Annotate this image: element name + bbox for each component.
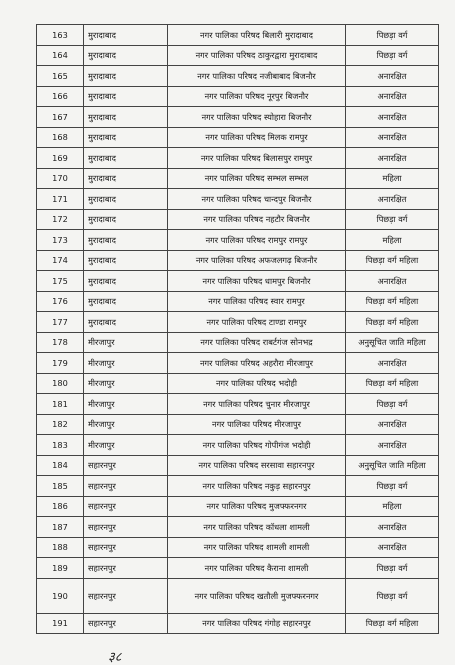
table-row xyxy=(37,271,439,292)
municipal-body-cell: नगर पालिका परिषद अफजलगढ़ बिजनौर xyxy=(168,250,346,271)
municipal-body-cell: नगर पालिका परिषद टाण्डा रामपुर xyxy=(168,312,346,333)
serial-number-cell: 170 xyxy=(37,168,84,189)
reservation-category-cell: अनारक्षित xyxy=(346,435,439,456)
municipal-body-cell: नगर पालिका परिषद शामली शामली xyxy=(168,537,346,558)
table-row xyxy=(37,291,439,312)
municipal-body-cell: नगर पालिका परिषद ठाकुरद्वारा मुरादाबाद xyxy=(168,45,346,66)
table-row xyxy=(37,189,439,210)
serial-number-cell: 166 xyxy=(37,86,84,107)
reservation-category-cell: महिला xyxy=(346,230,439,251)
table-row xyxy=(37,414,439,435)
reservation-category-cell: अनुसूचित जाति महिला xyxy=(346,332,439,353)
municipal-body-cell: नगर पालिका परिषद नूरपुर बिजनौर xyxy=(168,86,346,107)
municipal-body-cell: नगर पालिका परिषद गंगोह सहारनपुर xyxy=(168,613,346,634)
reservation-category-cell: अनारक्षित xyxy=(346,353,439,374)
table-row xyxy=(37,435,439,456)
reservation-table-body xyxy=(37,25,439,634)
table-row xyxy=(37,168,439,189)
district-cell: मुरादाबाद xyxy=(84,168,168,189)
district-cell: मुरादाबाद xyxy=(84,209,168,230)
reservation-category-cell: अनारक्षित xyxy=(346,517,439,538)
serial-number-cell: 178 xyxy=(37,332,84,353)
serial-number-cell: 171 xyxy=(37,189,84,210)
serial-number-cell: 173 xyxy=(37,230,84,251)
serial-number-cell: 189 xyxy=(37,558,84,579)
table-row xyxy=(37,613,439,634)
reservation-category-cell: पिछड़ा वर्ग महिला xyxy=(346,291,439,312)
table-row xyxy=(37,127,439,148)
serial-number-cell: 188 xyxy=(37,537,84,558)
reservation-table xyxy=(36,24,439,634)
reservation-category-cell: पिछड़ा वर्ग महिला xyxy=(346,312,439,333)
district-cell: मुरादाबाद xyxy=(84,271,168,292)
municipal-body-cell: नगर पालिका परिषद चान्दपुर बिजनौर xyxy=(168,189,346,210)
municipal-body-cell: नगर पालिका परिषद अहरौरा मीरजापुर xyxy=(168,353,346,374)
serial-number-cell: 176 xyxy=(37,291,84,312)
district-cell: मुरादाबाद xyxy=(84,148,168,169)
reservation-category-cell: अनारक्षित xyxy=(346,148,439,169)
reservation-category-cell: पिछड़ा वर्ग xyxy=(346,45,439,66)
municipal-body-cell: नगर पालिका परिषद धामपुर बिजनौर xyxy=(168,271,346,292)
table-row xyxy=(37,148,439,169)
table-row xyxy=(37,45,439,66)
serial-number-cell: 186 xyxy=(37,496,84,517)
serial-number-cell: 185 xyxy=(37,476,84,497)
table-row xyxy=(37,312,439,333)
serial-number-cell: 179 xyxy=(37,353,84,374)
serial-number-cell: 165 xyxy=(37,66,84,87)
serial-number-cell: 182 xyxy=(37,414,84,435)
reservation-category-cell: महिला xyxy=(346,496,439,517)
municipal-body-cell: नगर पालिका परिषद रामपुर रामपुर xyxy=(168,230,346,251)
district-cell: सहारनपुर xyxy=(84,476,168,497)
municipal-body-cell: नगर पालिका परिषद मिलक रामपुर xyxy=(168,127,346,148)
municipal-body-cell: नगर पालिका परिषद नहटौर बिजनौर xyxy=(168,209,346,230)
municipal-body-cell: नगर पालिका परिषद खतौली मुजफ्फरनगर xyxy=(168,578,346,613)
table-row xyxy=(37,455,439,476)
municipal-body-cell: नगर पालिका परिषद मीरजापुर xyxy=(168,414,346,435)
municipal-body-cell: नगर पालिका परिषद राबर्टगंज सोनभद्र xyxy=(168,332,346,353)
serial-number-cell: 181 xyxy=(37,394,84,415)
municipal-body-cell: नगर पालिका परिषद सरसावा सहारनपुर xyxy=(168,455,346,476)
serial-number-cell: 168 xyxy=(37,127,84,148)
serial-number-cell: 167 xyxy=(37,107,84,128)
municipal-body-cell: नगर पालिका परिषद स्योहारा बिजनौर xyxy=(168,107,346,128)
reservation-category-cell: पिछड़ा वर्ग xyxy=(346,25,439,46)
reservation-category-cell: अनारक्षित xyxy=(346,127,439,148)
table-row xyxy=(37,230,439,251)
district-cell: मुरादाबाद xyxy=(84,127,168,148)
district-cell: सहारनपुर xyxy=(84,558,168,579)
district-cell: सहारनपुर xyxy=(84,455,168,476)
municipal-body-cell: नगर पालिका परिषद चुनार मीरजापुर xyxy=(168,394,346,415)
table-row xyxy=(37,517,439,538)
municipal-body-cell: नगर पालिका परिषद भदोही xyxy=(168,373,346,394)
district-cell: मुरादाबाद xyxy=(84,86,168,107)
reservation-category-cell: अनारक्षित xyxy=(346,107,439,128)
reservation-category-cell: अनुसूचित जाति महिला xyxy=(346,455,439,476)
reservation-category-cell: महिला xyxy=(346,168,439,189)
table-row xyxy=(37,353,439,374)
serial-number-cell: 175 xyxy=(37,271,84,292)
district-cell: मीरजापुर xyxy=(84,435,168,456)
table-row xyxy=(37,496,439,517)
reservation-category-cell: पिछड़ा वर्ग xyxy=(346,209,439,230)
district-cell: मुरादाबाद xyxy=(84,45,168,66)
reservation-category-cell: पिछड़ा वर्ग महिला xyxy=(346,373,439,394)
municipal-body-cell: नगर पालिका परिषद कॉधला शामली xyxy=(168,517,346,538)
table-row xyxy=(37,558,439,579)
reservation-category-cell: पिछड़ा वर्ग xyxy=(346,394,439,415)
serial-number-cell: 191 xyxy=(37,613,84,634)
table-row xyxy=(37,86,439,107)
serial-number-cell: 190 xyxy=(37,578,84,613)
serial-number-cell: 183 xyxy=(37,435,84,456)
district-cell: सहारनपुर xyxy=(84,496,168,517)
district-cell: सहारनपुर xyxy=(84,537,168,558)
reservation-category-cell: अनारक्षित xyxy=(346,537,439,558)
district-cell: मुरादाबाद xyxy=(84,25,168,46)
serial-number-cell: 177 xyxy=(37,312,84,333)
district-cell: मुरादाबाद xyxy=(84,189,168,210)
table-row xyxy=(37,394,439,415)
table-row xyxy=(37,373,439,394)
table-row xyxy=(37,537,439,558)
reservation-category-cell: अनारक्षित xyxy=(346,189,439,210)
serial-number-cell: 164 xyxy=(37,45,84,66)
table-row xyxy=(37,107,439,128)
page-number: ३८ xyxy=(108,650,122,665)
serial-number-cell: 174 xyxy=(37,250,84,271)
reservation-category-cell: पिछड़ा वर्ग महिला xyxy=(346,250,439,271)
district-cell: सहारनपुर xyxy=(84,578,168,613)
reservation-category-cell: पिछड़ा वर्ग xyxy=(346,476,439,497)
district-cell: सहारनपुर xyxy=(84,517,168,538)
district-cell: मुरादाबाद xyxy=(84,230,168,251)
district-cell: मीरजापुर xyxy=(84,394,168,415)
district-cell: मीरजापुर xyxy=(84,332,168,353)
reservation-category-cell: अनारक्षित xyxy=(346,66,439,87)
table-row xyxy=(37,578,439,613)
municipal-body-cell: नगर पालिका परिषद गोपीगंज भदोही xyxy=(168,435,346,456)
district-cell: मीरजापुर xyxy=(84,353,168,374)
reservation-category-cell: पिछड़ा वर्ग xyxy=(346,578,439,613)
table-row xyxy=(37,476,439,497)
district-cell: मीरजापुर xyxy=(84,373,168,394)
table-row xyxy=(37,332,439,353)
district-cell: मुरादाबाद xyxy=(84,107,168,128)
district-cell: मुरादाबाद xyxy=(84,291,168,312)
table-row xyxy=(37,25,439,46)
serial-number-cell: 172 xyxy=(37,209,84,230)
municipal-body-cell: नगर पालिका परिषद नकुड़ सहारनपुर xyxy=(168,476,346,497)
district-cell: मुरादाबाद xyxy=(84,312,168,333)
serial-number-cell: 187 xyxy=(37,517,84,538)
reservation-category-cell: पिछड़ा वर्ग महिला xyxy=(346,613,439,634)
serial-number-cell: 180 xyxy=(37,373,84,394)
district-cell: सहारनपुर xyxy=(84,613,168,634)
municipal-body-cell: नगर पालिका परिषद बिलारी मुरादाबाद xyxy=(168,25,346,46)
reservation-category-cell: अनारक्षित xyxy=(346,414,439,435)
table-row xyxy=(37,66,439,87)
reservation-category-cell: अनारक्षित xyxy=(346,86,439,107)
municipal-body-cell: नगर पालिका परिषद स्वार रामपुर xyxy=(168,291,346,312)
table-row xyxy=(37,209,439,230)
district-cell: मुरादाबाद xyxy=(84,66,168,87)
municipal-body-cell: नगर पालिका परिषद कैराना शामली xyxy=(168,558,346,579)
district-cell: मुरादाबाद xyxy=(84,250,168,271)
municipal-body-cell: नगर पालिका परिषद नजीबाबाद बिजनौर xyxy=(168,66,346,87)
serial-number-cell: 169 xyxy=(37,148,84,169)
district-cell: मीरजापुर xyxy=(84,414,168,435)
municipal-body-cell: नगर पालिका परिषद बिलासपुर रामपुर xyxy=(168,148,346,169)
municipal-body-cell: नगर पालिका परिषद सम्भल सम्भल xyxy=(168,168,346,189)
serial-number-cell: 163 xyxy=(37,25,84,46)
table-row xyxy=(37,250,439,271)
reservation-category-cell: पिछड़ा वर्ग xyxy=(346,558,439,579)
municipal-body-cell: नगर पालिका परिषद मुजफ्फरनगर xyxy=(168,496,346,517)
serial-number-cell: 184 xyxy=(37,455,84,476)
reservation-category-cell: अनारक्षित xyxy=(346,271,439,292)
